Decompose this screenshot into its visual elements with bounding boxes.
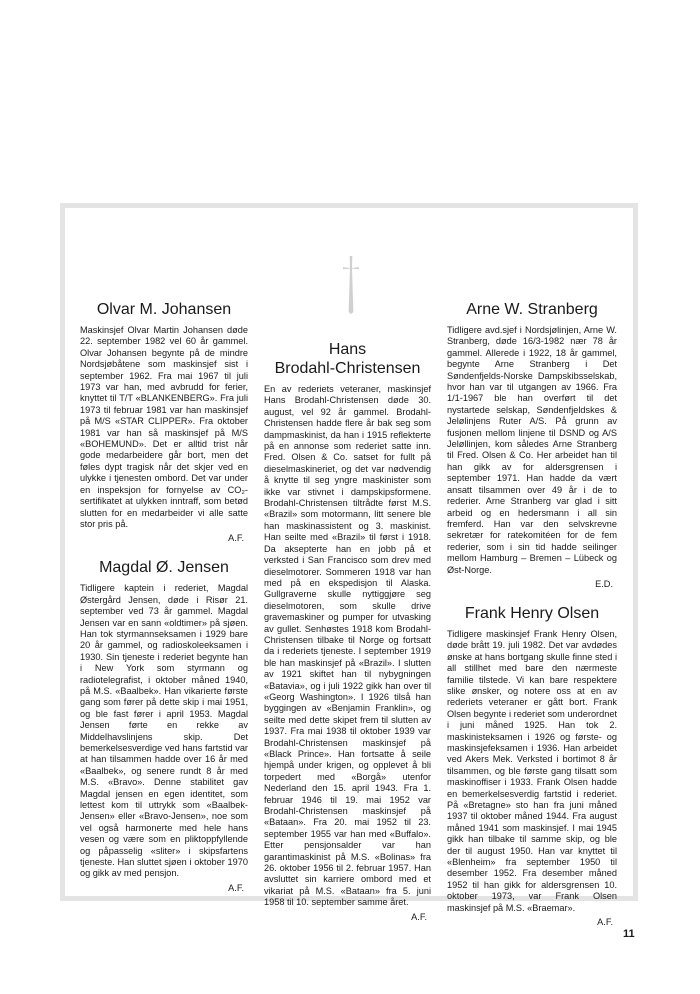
- obituary-entry: [264, 340, 431, 923]
- right-column: [447, 300, 617, 928]
- obituary-signature: A.F.: [228, 882, 244, 893]
- obituary-signature: A.F.: [597, 917, 613, 928]
- obituary-text: En av rederiets veteraner, maskinsjef Hans Brodahl-Christensen døde 30. august, vel 92 år gammel. Brodahl-Christensen hadde flere år bak seg som dampmaskinist, da han i 1915 reflekterte på en annonse som rederiet satte inn. Fred. Olsen & Co. satset for fullt på dieselmaskineriet, og det var nødvendig å knytte til seg yngre maskinister som ikke var stivnet i dampskipsformene. Brodahl-Christensen tiltrådte først M.S. «Brazil» som motormann, litt senere ble han maskinassistent og 3. maskinist. Han seilte med «Brazil» til først i 1918. Da aksepterte han en jobb på et verksted i San Francisco som drev med dieselmotorer. Sommeren 1918 var han med på en ekspedisjon til Alaska. Gullgraverne skulle nyttiggjøre seg dieselmotoren, som skulle drive gravemaskiner og pumper for utvasking av gullet. Senhøstes 1918 kom Brodahl-Christensen tilbake til Norge og fortsatt da i rederiets tjeneste. I september 1919 ble han maskinsjef på «Brazil». I slutten av 1921 skiftet han til nybygningen «Batavia», og i juli 1922 gikk han over til «Georg Washington». I 1926 tilså han byggingen av «Benjamin Franklin», og seilte med dette skipet frem til slutten av 1937. Fra mai 1938 til oktober 1939 var Brodahl-Christensen maskinsjef på «Black Prince». Han fortsatte å seile hjempå under krigen, og opplevet å bli torpedert med «Borgå» utenfor Nederland den 15. april 1943. Fra 1. februar 1946 til 19. mai 1952 var Brodahl-Christensen maskinsjef på «Bataan». Fra 20. mai 1952 til 23. september 1955 var han med «Buffalo». Etter pensjonsalder var han garantimaskinist på M.S. «Bolinas» fra 26. oktober 1956 til 2. februar 1957. Han avsluttet sin karriere ombord med et vikariat på M.S. «Bataan» fra 5. juni 1958 til 10. september samme året.: [264, 384, 431, 908]
- left-column: [80, 300, 248, 894]
- obituary-entry: [447, 300, 617, 590]
- bleed-through-text: [55, 78, 655, 188]
- obituary-name-line: Hans: [328, 341, 367, 358]
- obituary-entry: [80, 558, 248, 894]
- obituary-text: Maskinsjef Olvar Martin Johansen døde 22. september 1982 vel 60 år gammel. Olvar Johansen begynte på de mindre Nordsjøbåtene som maskinsjef sist i september 1962. Fra mai 1967 til juli 1973 var han, med avbrudd for ferier, knyttet til T/T «BLANKENBERG». Fra juli 1973 til februar 1981 var han maskinsjef på M/S «STAR CLIPPER». Fra oktober 1981 var han så maskinsjef på M/S «BOHEMUND». Det er alltid trist når gode medarbeidere går bort, men det føles dypt tragisk når det skjer ved en ulykke i tjenesten ombord. Det var under en inspeksjon for fornyelse av CO₂-sertifikatet at ulykken inntraff, som betød slutten for en medarbeider vi alle satte stor pris på.: [80, 325, 248, 529]
- page-number: 11: [623, 928, 635, 940]
- cross-icon: [341, 256, 361, 314]
- obituary-frame-inner: [65, 208, 633, 928]
- obituary-frame: [60, 203, 638, 928]
- obituary-text: Tidligere kaptein i rederiet, Magdal Østergård Jensen, døde i Risør 21. september ved 73 år gammel. Magdal Jensen var en sann «oldtimer» på sjøen. Han tok styrmannseksamen i 1929 bare 20 år gammel, og radioskoleeksamen i 1930. Sin tjeneste i rederiet begynte han i New York som styrmann og radiotelegrafist, i oktober måned 1940, på M.S. «Baalbek». Han vikarierte første gang som fører på dette skip i mai 1951, og ble fast fører i april 1953. Magdal Jensen førte en rekke av Middelhavslinjens skip. Det bemerkelsesverdige ved hans fartstid var at han tilsammen hadde over 16 år med «Baalbek», og senere rundt 8 år med M.S. «Bravo». Denne stabilitet gav Magdal jensen en egen identitet, som lettest kom til uttrykk som «Baalbek-Jensen» eller «Bravo-Jensen», noe som vel også harmonerte med hele hans vesen og være som en pliktoppfyllende og påpasselig «sliter» i skipsfartens tjeneste. Han sluttet sjøen i oktober 1970 og gikk av med pensjon.: [80, 583, 248, 879]
- obituary-name-line: Brodahl-Christensen: [274, 360, 421, 377]
- obituary-name: Olvar M. Johansen: [96, 301, 232, 318]
- middle-column: [264, 340, 431, 923]
- obituary-name: Arne W. Stranberg: [466, 301, 598, 318]
- obituary-name: Magdal Ø. Jensen: [99, 559, 229, 577]
- obituary-name: Frank Henry Olsen: [464, 604, 600, 622]
- obituary-text: Tidligere maskinsjef Frank Henry Olsen, døde brått 19. juli 1982. Det var avdødes ønske at hans bortgang skulle finne sted i all stillhet med bare den nærmeste familie tilstede. Vi kan bare respektere slike ønsker, og notere oss at en av rederiets veteraner er gått bort. Frank Olsen begynte i rederiet som underordnet i juni måned 1925. Han tok 2. maskinisteksamen i 1926 og første- og maskinsjefeksamen i 1936. Han arbeidet ved Akers Mek. Verksted i bortimot 8 år tilsammen, og ble første gang tilsatt som maskinoffiser i 1933. Frank Olsen hadde en bemerkelsesverdig fartstid i rederiet. På «Bretagne» sto han fra juni måned 1937 til oktober måned 1944. Fra august måned 1941 som maskinsjef. I mai 1945 gikk han tilbake til samme skip, og ble der til august 1950. Han var knyttet til «Blenheim» fra september 1950 til desember 1952. Fra desember måned 1952 til han gikk for aldersgrensen 10. oktober 1973, var Frank Olsen maskinsjef på M.S. «Braemar».: [447, 628, 617, 913]
- obituary-text: Tidligere avd.sjef i Nordsjølinjen, Arne W. Stranberg, døde 16/3-1982 nær 78 år gammel. Allerede i 1922, 18 år gammel, begynte Arne Stranberg i Det Søndenfjelds-Norske Dampskibsselskab, hvor han var til utgangen av 1966. Fra 1/1-1967 ble han overført til det nystartede selskap, Søndenfjeldskes & Jelølinjens Ruter A/S. På grunn av fusjonen mellom linjene til DSND og A/S Jeløllinjen, kom således Arne Stranberg til Fred. Olsen & Co. Her arbeidet han til han gikk av for aldersgrensen i september 1971. Han hadde da vært ansatt tilsammen over 49 år i de to rederier. Arne Stranberg var glad i sitt arbeid og en hedersmann i all sin fremferd. Han var den selvskrevne sekretær for ratekomitéen for de fem rederier, som i sin tid hadde seilinger mellom Hamburg – Bremen – Lübeck og Øst-Norge.: [447, 325, 617, 575]
- obituary-entry: [80, 300, 248, 544]
- obituary-signature: A.F.: [228, 533, 244, 544]
- obituary-name: [264, 340, 431, 378]
- obituary-signature: A.F.: [411, 911, 427, 922]
- obituary-signature: E.D.: [595, 578, 613, 589]
- obituary-entry: [447, 604, 617, 928]
